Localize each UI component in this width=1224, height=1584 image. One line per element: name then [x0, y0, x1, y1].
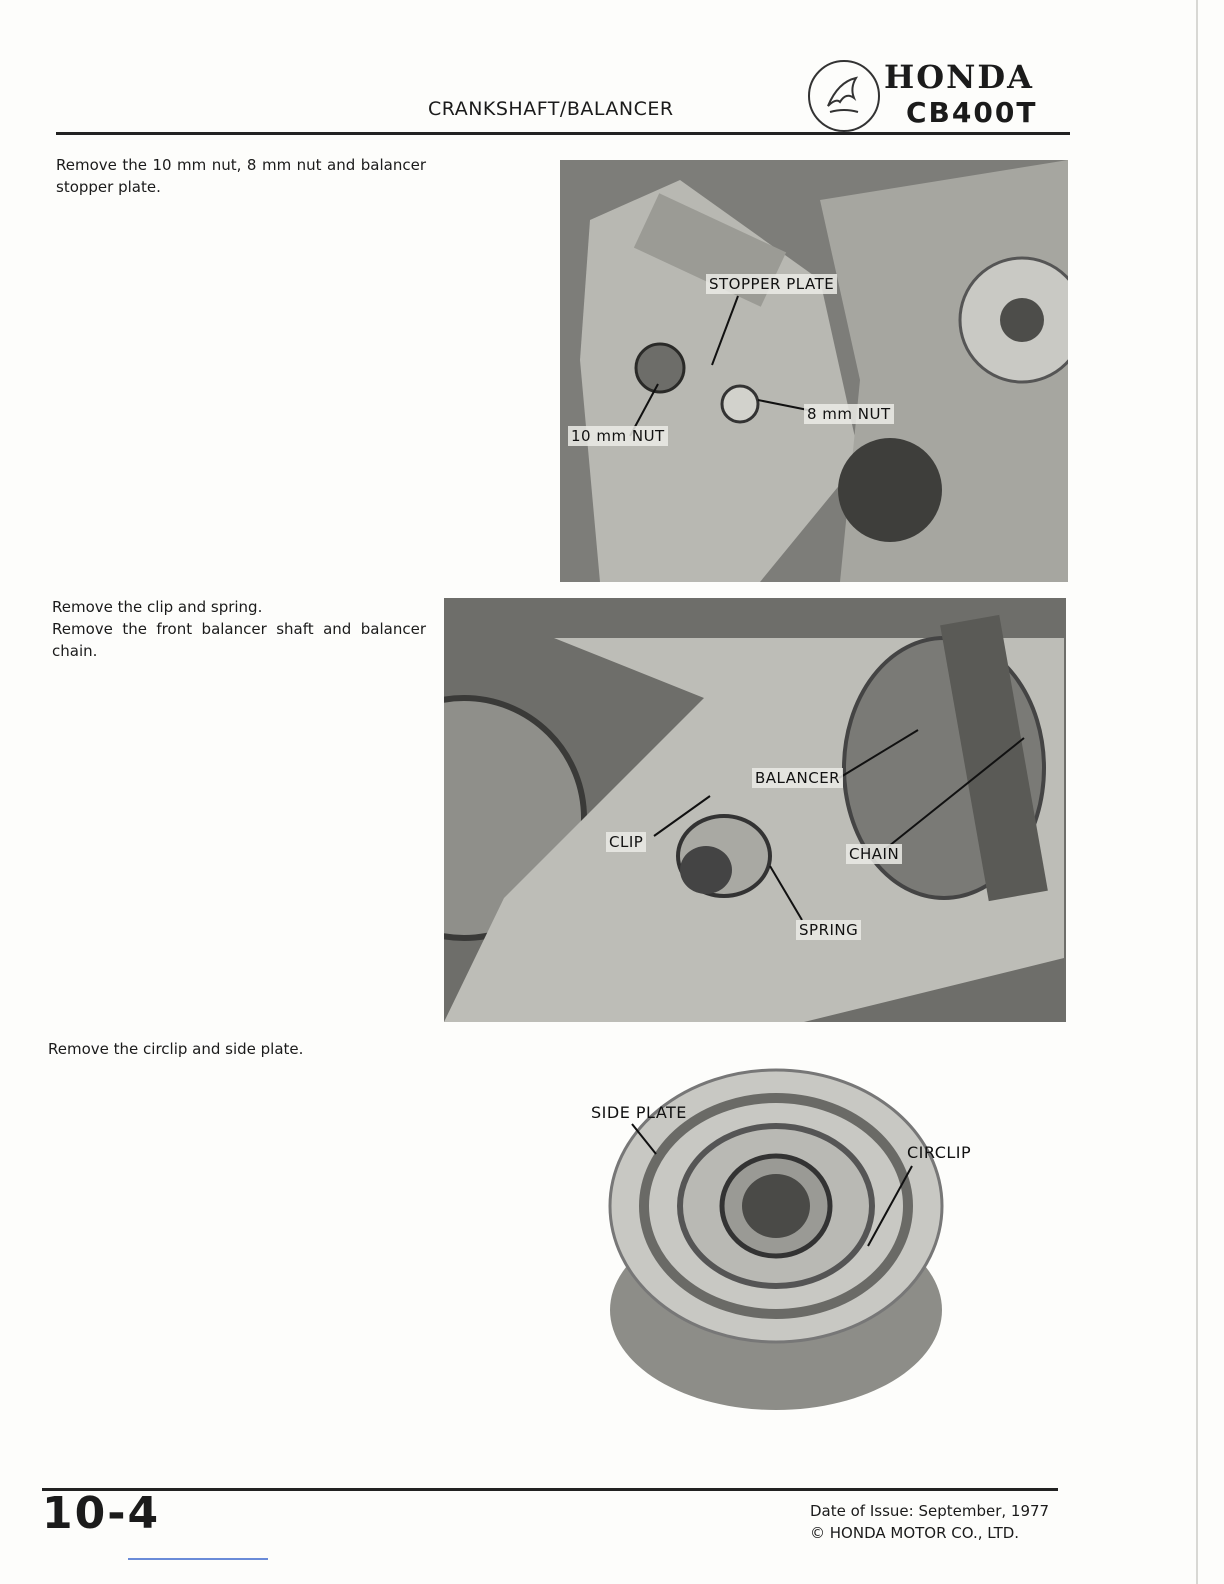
step-2-instruction [52, 596, 426, 662]
issue-info [810, 1500, 1049, 1544]
step-3-instruction: Remove the circlip and side plate. [48, 1040, 304, 1058]
step-2-line-2: Remove the front balancer shaft and balancer chain. [52, 620, 426, 660]
model-name: CB400T [906, 96, 1038, 129]
header-rule [56, 132, 1070, 135]
10mm-nut-label: 10 mm NUT [568, 426, 668, 446]
spring-label: SPRING [796, 920, 861, 940]
side-plate-label: SIDE PLATE [591, 1103, 687, 1122]
honda-wing-logo [808, 60, 880, 132]
footer-rule [42, 1488, 1058, 1491]
8mm-nut-label: 8 mm NUT [804, 404, 894, 424]
scan-edge-line [128, 1558, 268, 1560]
date-of-issue: Date of Issue: September, 1977 [810, 1502, 1050, 1520]
clip-label: CLIP [606, 832, 646, 852]
step-1-instruction: Remove the 10 mm nut, 8 mm nut and balancer stopper plate. [56, 156, 426, 196]
balancer-photo [444, 598, 1066, 1022]
balancer-label: BALANCER [752, 768, 843, 788]
page-edge [1196, 0, 1198, 1584]
circlip-label: CIRCLIP [907, 1143, 972, 1162]
stopper-plate-label: STOPPER PLATE [706, 274, 837, 294]
stopper-plate-photo [560, 160, 1068, 582]
side-plate-photo [560, 1060, 1020, 1420]
section-title: CRANKSHAFT/BALANCER [428, 98, 674, 120]
brand-name: HONDA [884, 58, 1034, 96]
copyright: © HONDA MOTOR CO., LTD. [810, 1524, 1020, 1542]
step-2-line-1: Remove the clip and spring. [52, 598, 263, 616]
chain-label: CHAIN [846, 844, 902, 864]
page-number: 10-4 [42, 1488, 161, 1539]
